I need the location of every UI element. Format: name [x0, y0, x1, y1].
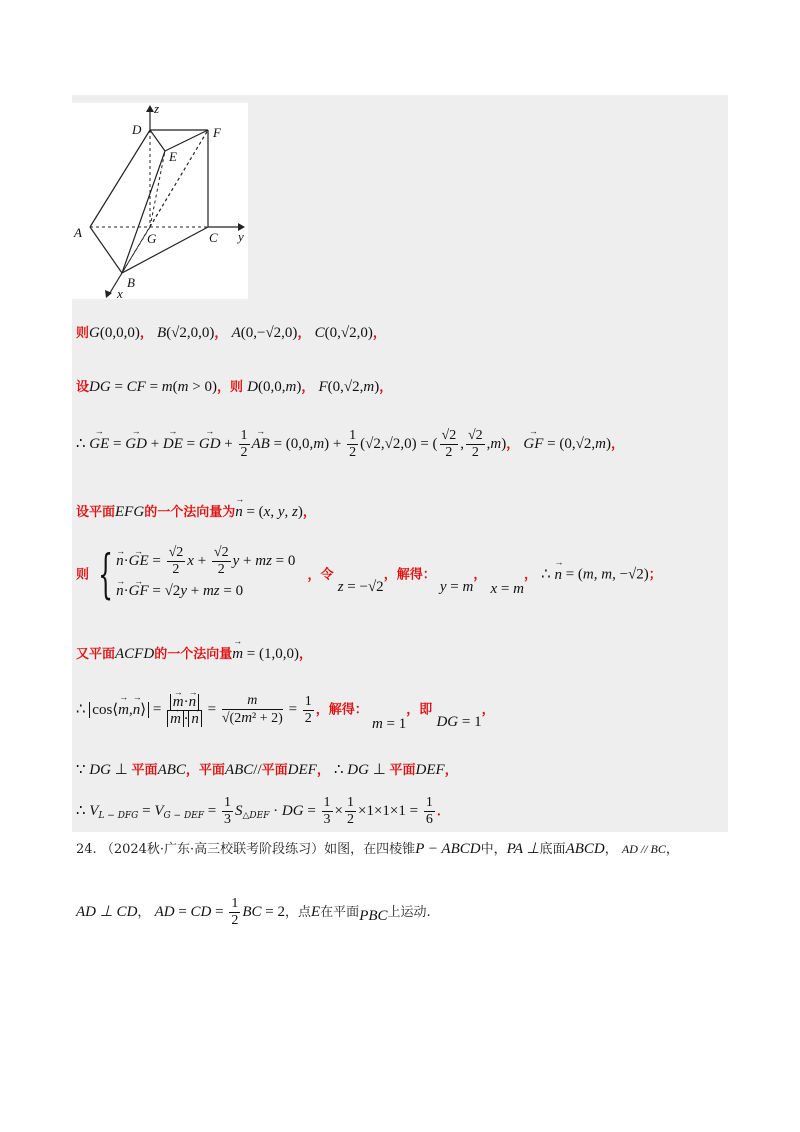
edge-EB — [122, 151, 165, 273]
edge-DE — [150, 130, 165, 151]
label-y: y — [238, 229, 244, 244]
geometry-figure — [72, 103, 248, 299]
label-G: G — [147, 231, 157, 246]
line-volume: ∴ $V_{L - DFG} = V_{G - DEF}$ = $\frac{1}{3}$ $S_{\triangle DEF}$ · DG = $\frac{1}{3}$ × $\frac{1}{2}$ ×1×1×1 = $\frac{1}{6}$ ． — [76, 795, 450, 827]
line-assume: 设DG = CF = m(m > 0)，则 D(0,0,m)， F(0,√2,m)， — [76, 379, 393, 395]
problem-source: （2024秋·广东·高三校联考阶段练习）如图，在四棱锥 — [100, 842, 416, 857]
label-D: D — [132, 122, 142, 137]
label-x: x — [117, 286, 123, 299]
edge-DA — [90, 130, 150, 227]
problem-24-line1: 24. （2024秋·广东·高三校联考阶段练习）如图，在四棱锥P − ABCD中，PA ⊥底面ABCD， AD // BC， — [76, 841, 679, 857]
ze-text: 则 — [76, 326, 90, 341]
line-cos: ∴ cos⟨→ m,→ n⟩ = → m·→ n → m ·→ n = $\frac{m}{\text{√(2m² + 2)}}$ = $\frac{1}{2}$ ，解得： m = 1，即 DG = 1， — [76, 693, 495, 727]
line-system: 则 { → n·→ GE = $\frac{√2}{2}$ x + $\frac{√2}{2}$ y + mz = 0 → n·→ GF = √2y + mz = 0 ，令 z = −√2，解得： y = m， x = m， ∴ → n = (m, m, −√2)； — [76, 545, 662, 605]
edge-GE-hidden — [150, 151, 165, 227]
edge-AB — [90, 227, 122, 273]
edge-FE — [165, 130, 208, 151]
label-F: F — [213, 125, 221, 140]
edge-BC — [122, 227, 208, 273]
label-B: B — [127, 275, 135, 290]
line-vector-GE: ∴ → GE = → GD + → DE = → GD + $\frac{1}{2}$ → AB = (0,0,m) + $\frac{1}{2}$ (√2,√2,0) = ( $\frac{√2}{2}$ , $\frac{√2}{2}$ ,m)， → GF = (0,√2,m)， — [76, 428, 624, 461]
problem-number: 24. — [76, 842, 97, 857]
label-z: z — [154, 103, 160, 116]
line-perpendicular: ∵ DG ⊥ 平面ABC，平面ABC//平面DEF， ∴ DG ⊥ 平面DEF， — [76, 762, 458, 778]
line-coordinates: 则G(0,0,0)， B(√2,0,0)， A(0,−√2,0)， C(0,√2,0)， — [76, 325, 386, 341]
problem-24-line2: AD ⊥ CD， AD = CD = $\frac{1}{2}$ BC = 2，点E在平面PBC上运动. — [76, 896, 431, 928]
line-normal-EFG: 设平面EFG的一个法向量为→ n = (x, y, z)， — [76, 505, 316, 520]
label-E: E — [169, 149, 177, 164]
line-normal-ACFD: 又平面ACFD的一个法向量→ m = (1,0,0)， — [76, 647, 312, 662]
label-C: C — [209, 230, 218, 245]
label-A: A — [74, 225, 82, 240]
pyramid-diagram — [72, 103, 248, 299]
